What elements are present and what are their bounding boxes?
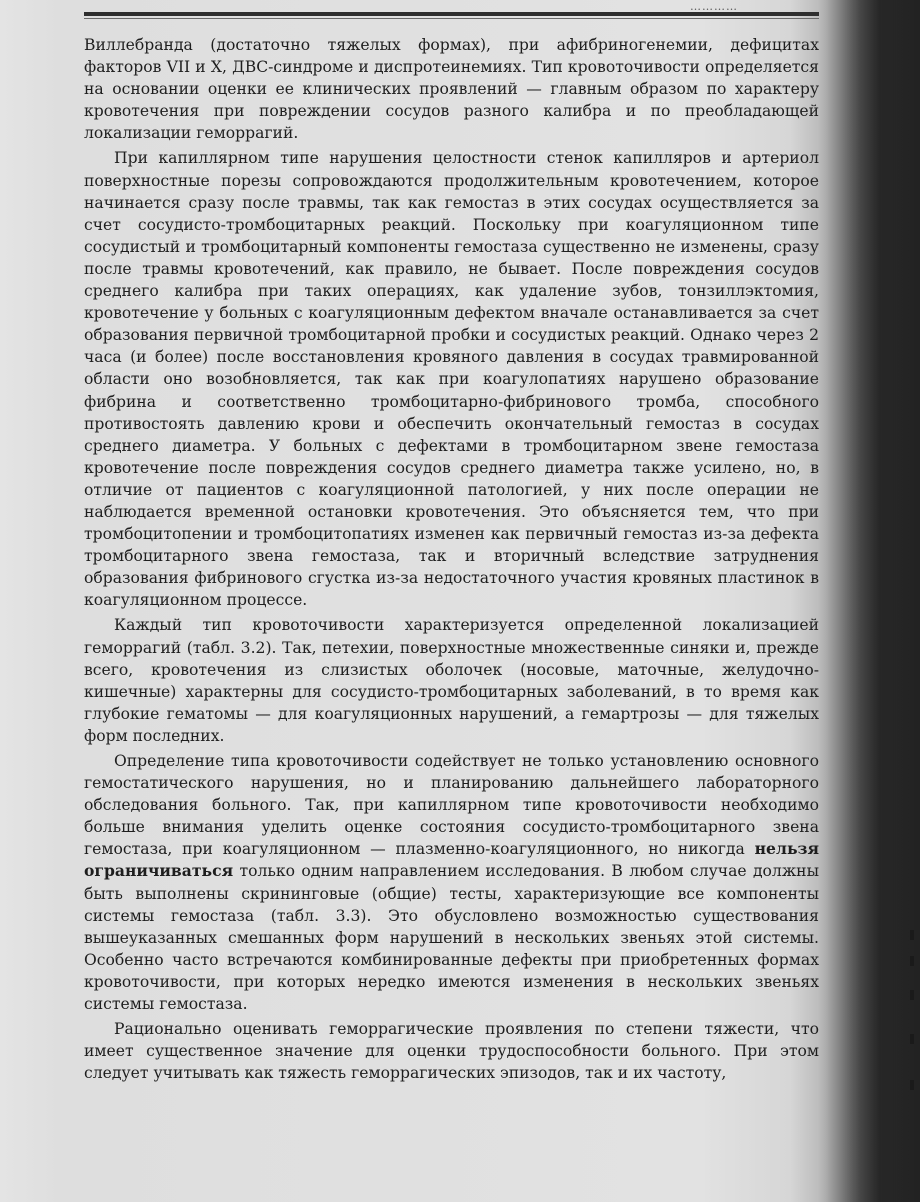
binding-shadow bbox=[826, 0, 920, 1202]
edge-marks bbox=[910, 930, 916, 1110]
edge-mark bbox=[910, 930, 914, 940]
paragraph-4-emphasis: нельзя ограничиваться bbox=[84, 839, 819, 881]
paragraph-4-before: Определение типа кровоточивости содействует не только установлению основного гемостатического нарушения, но и планированию дальнейшего лабораторного обследования больного. Так, при капиллярном типе кровоточивости необходимо больше внимания уделить оценке состояния сосудисто-тромбоцитарного звена гемостаза, при коагуляционном — плазменно-коагуляционного, но никогда bbox=[84, 752, 819, 859]
paragraph-1: Виллебранда (достаточно тяжелых формах), при афибриногенемии, дефицитах факторов VII и X, ДВС-синдроме и диспротеинемиях. Тип кровоточивости определяется на основании оценки ее клинических проявлений — главным образом по характеру кровотечения при повреждении сосудов разного калибра и по преобладающей локализации геморрагий. bbox=[84, 36, 819, 143]
paragraph-4-after: только одним направлением исследования. В любом случае должны быть выполнены скрининговые (общие) тесты, характеризующие все компоненты системы гемостаза (табл. 3.3). Это обусловлено возможностью существования вышеуказанных смешанных форм нарушений в нескольких звеньях этой системы. Особенно часто встречаются комбинированные дефекты при приобретенных формах кровоточивости, при которых нередко имеются изменения в нескольких звеньях системы гемостаза. bbox=[84, 862, 819, 1014]
header-rule-thin bbox=[84, 18, 819, 19]
body-text bbox=[84, 34, 819, 1084]
paragraph-4 bbox=[84, 750, 819, 1015]
edge-mark bbox=[910, 990, 914, 1000]
edge-mark bbox=[910, 1080, 914, 1090]
paragraph-5: Рационально оценивать геморрагические проявления по степени тяжести, что имеет существенное значение для оценки трудоспособности больного. При этом следует учитывать как тяжесть геморрагических эпизодов, так и их частоту, bbox=[84, 1020, 819, 1083]
edge-mark bbox=[910, 956, 914, 966]
paragraph-2: При капиллярном типе нарушения целостности стенок капилляров и артериол поверхностные порезы сопровождаются продолжительным кровотечением, которое начинается сразу после травмы, так как гемостаз в этих сосудах осуществляется за счет сосудисто-тромбоцитарных реакций. Поскольку при коагуляционном типе сосудистый и тромбоцитарный компоненты гемостаза существенно не изменены, сразу после травмы кровотечений, как правило, не бывает. После повреждения сосудов среднего калибра при таких операциях, как удаление зубов, тонзиллэктомия, кровотечение у больных с коагуляционным дефектом вначале останавливается за счет образования первичной тромбоцитарной пробки и сосудистых реакций. Однако через 2 часа (и более) после восстановления кровяного давления в сосудах травмированной области оно возобновляется, так как при коагулопатиях нарушено образование фибрина и соответственно тромбоцитарно-фибринового тромба, способного противостоять давлению крови и обеспечить окончательный гемостаз в сосудах среднего диаметра. У больных с дефектами в тромбоцитарном звене гемостаза кровотечение после повреждения сосудов среднего диаметра также усилено, но, в отличие от пациентов с коагуляционной патологией, у них после операции не наблюдается временной остановки кровотечения. Это объясняется тем, что при тромбоцитопении и тромбоцитопатиях изменен как первичный гемостаз из-за дефекта тромбоцитарного звена гемостаза, так и вторичный вследствие затруднения образования фибринового сгустка из-за недостаточного участия кровяных пластинок в коагуляционном процессе. bbox=[84, 149, 819, 610]
paragraph-3: Каждый тип кровоточивости характеризуется определенной локализацией геморрагий (табл. 3.2). Так, петехии, поверхностные множественные синяки и, прежде всего, кровотечения из слизистых оболочек (носовые, маточные, желудочно-кишечные) характерны для сосудисто-тромбоцитарных заболеваний, в то время как глубокие гематомы — для коагуляционных нарушений, а гемартрозы — для тяжелых форм последних. bbox=[84, 616, 819, 745]
edge-mark bbox=[910, 1034, 914, 1044]
running-header-fragment: ………… bbox=[690, 0, 738, 13]
